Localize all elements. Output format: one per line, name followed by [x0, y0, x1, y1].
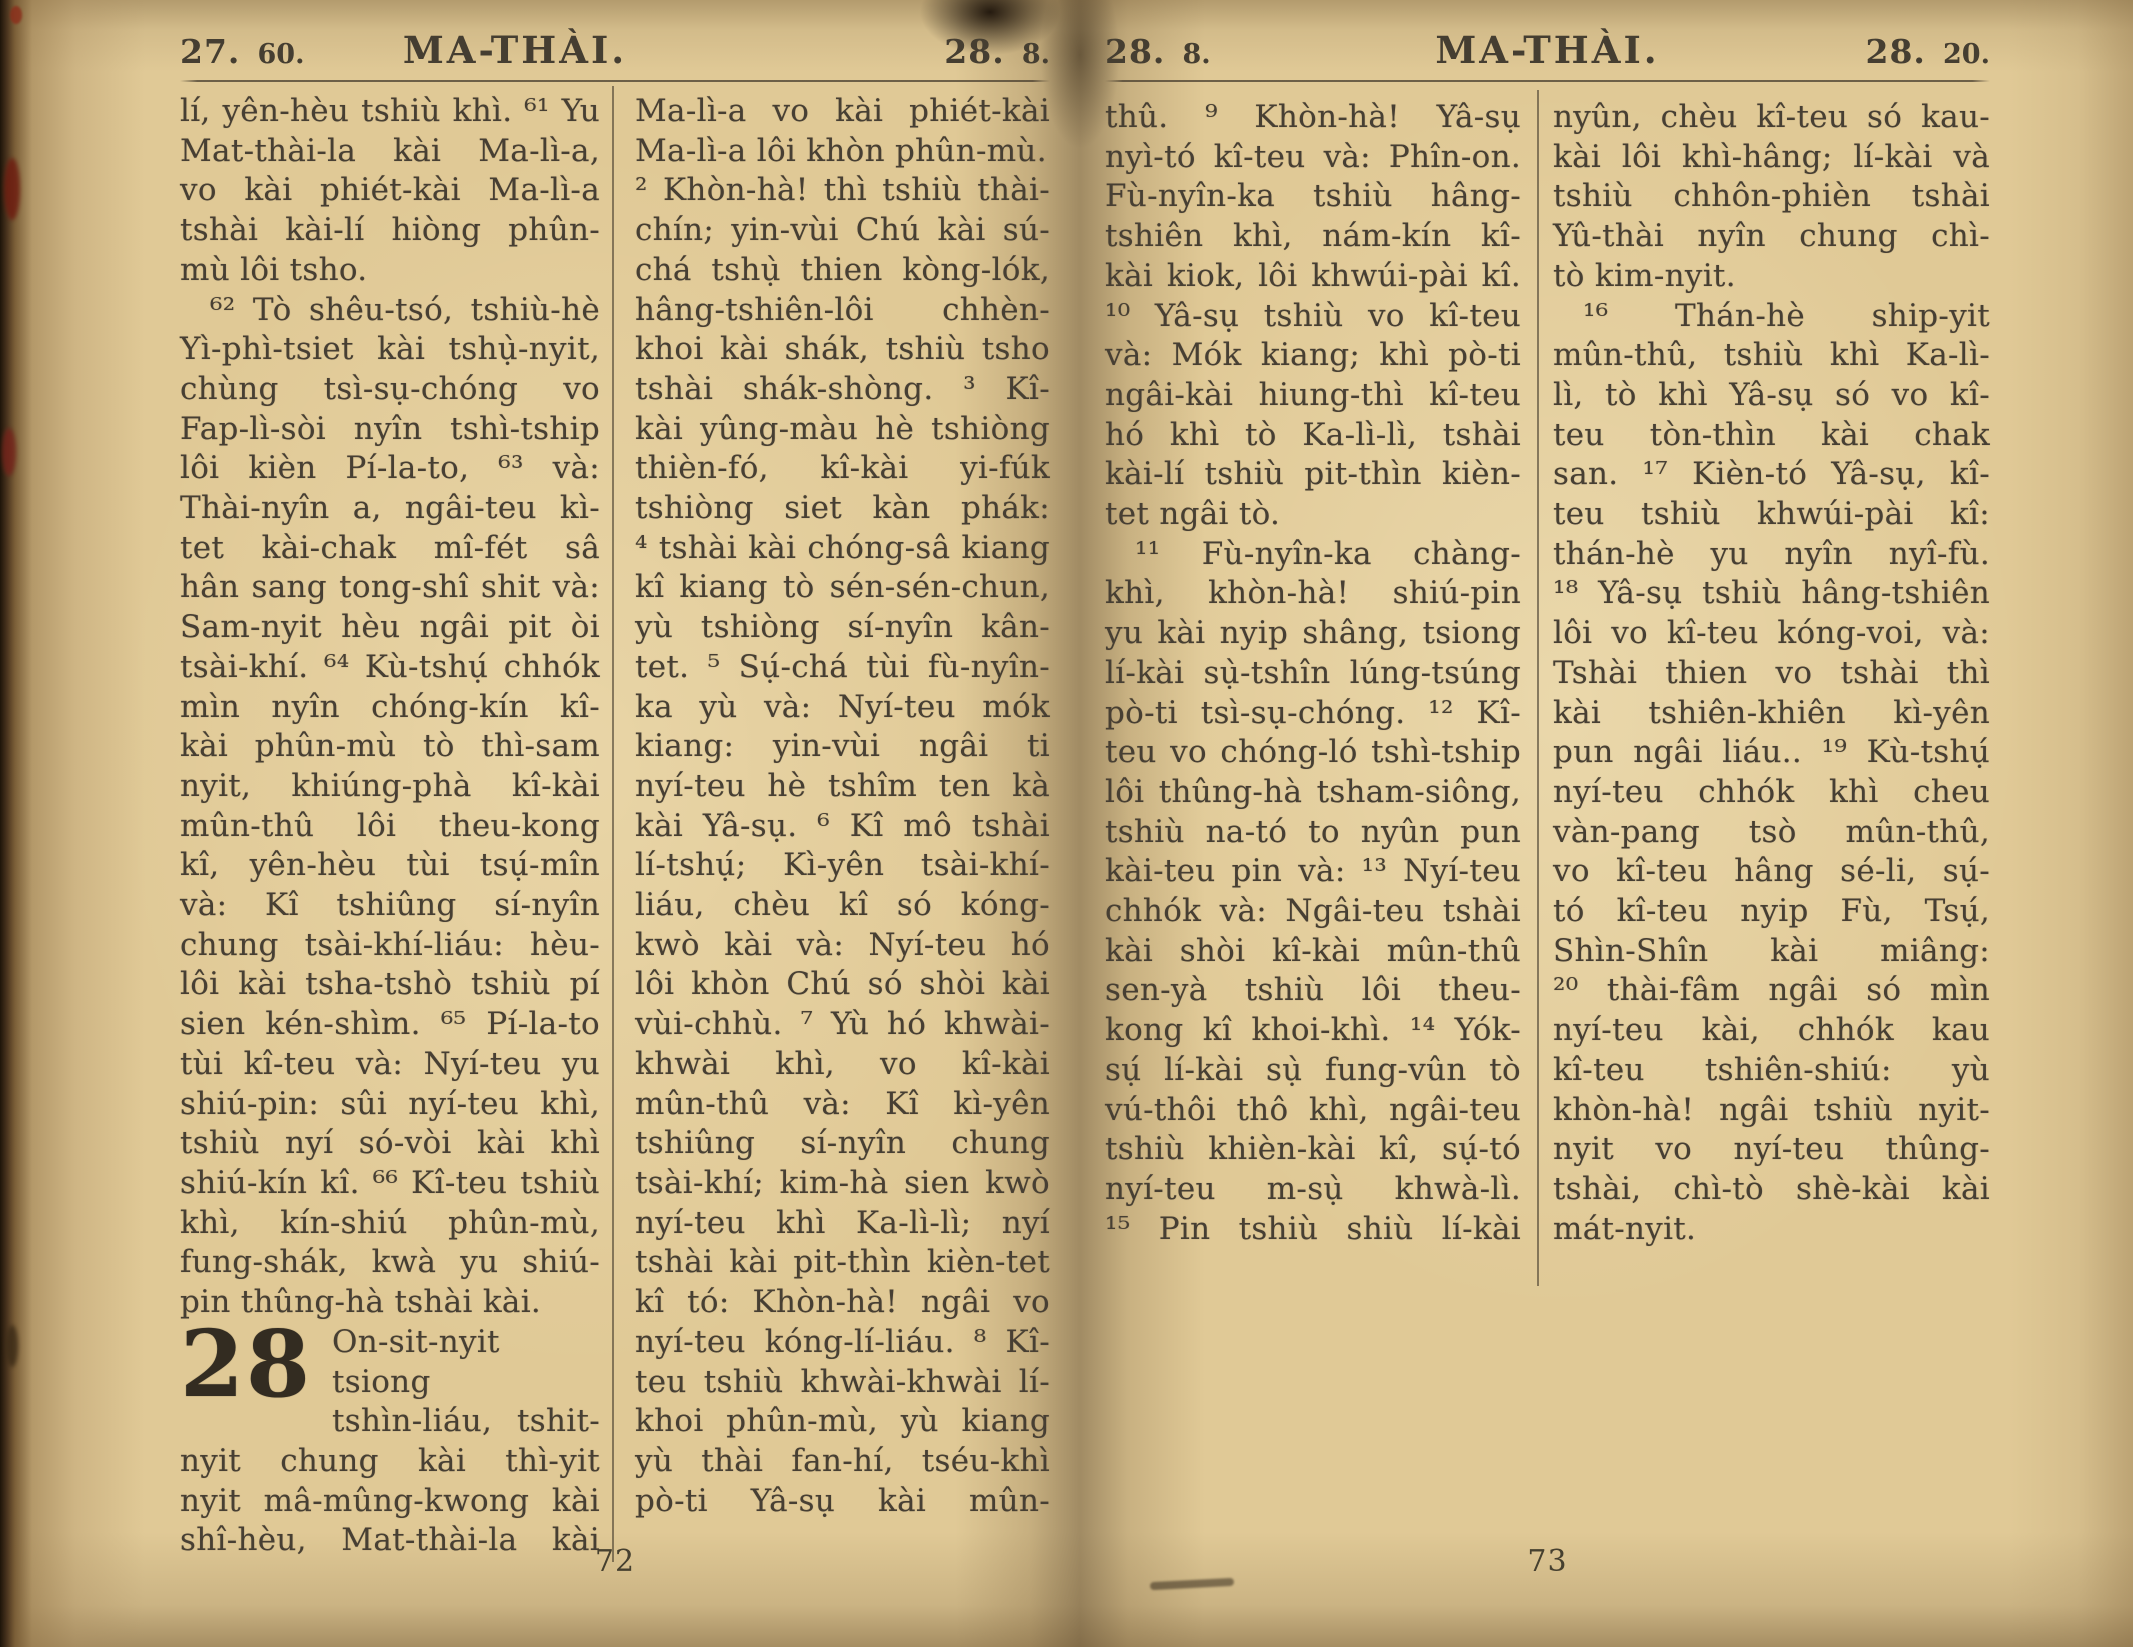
text-line: teu tshiù khwúi-pài kî: [1553, 496, 1990, 533]
text-line: và: Mók kiang; khì pò-ti [1105, 337, 1521, 374]
text-line: ⁶² Tò shêu-tsó, tshiù-hè [210, 291, 600, 328]
text-line: tshiù nyí só-vòi kài khì [180, 1125, 600, 1162]
text-line: sụ́ lí-kài sụ̀ fung-vûn tò [1105, 1051, 1521, 1088]
text-line: nyit mâ-mûng-kwong kài [180, 1482, 600, 1519]
text-line: chín; yin-vùi Chú kài sú- [635, 212, 1050, 249]
text-line: tshìn-liáu, tshit- [332, 1403, 600, 1440]
text-line: kài kiok, lôi khwúi-pài kî. [1105, 257, 1521, 294]
text-line: chùng tsì-sụ-chóng vo [180, 370, 600, 407]
text-line: kî tó: Khòn-hà! ngâi vo [635, 1284, 1050, 1321]
text-line: kài Yâ-sụ. ⁶ Kî mô tshài [635, 807, 1050, 844]
text-line: vo kî-teu hâng sé-li, sụ́- [1553, 853, 1990, 890]
text-line: chá tshụ̀ thien kòng-lók, [635, 251, 1050, 288]
text-line: hâng-tshiên-lôi chhèn- [635, 291, 1050, 328]
binding-speck [4, 158, 20, 220]
text-line: kài tshiên-khiên kì-yên [1553, 694, 1990, 731]
text-line: lí-kài sụ̀-tshîn lúng-tsúng [1105, 654, 1521, 691]
text-line: Fap-lì-sòi nyîn tshì-tship [180, 410, 600, 447]
text-line: yù thài fan-hí, tséu-khì [635, 1442, 1050, 1479]
text-line: nyit vo nyí-teu thûng- [1553, 1131, 1990, 1168]
text-line: shiú-kín kî. ⁶⁶ Kî-teu tshiù [180, 1164, 600, 1201]
text-line: nyí-teu khì Ka-lì-lì; nyí [635, 1204, 1050, 1241]
text-line: thièn-fó, kî-kài yi-fúk [635, 450, 1050, 487]
text-line: Yì-phì-tsiet kài tshụ̀-nyit, [180, 331, 600, 368]
text-line: 28 On-sit-nyit tsiong [180, 1309, 500, 1418]
text-line: nyit, khiúng-phà kî-kài [180, 767, 600, 804]
text-line: nyí-teu chhók khì cheu [1553, 773, 1990, 810]
text-line: khwài khì, vo kî-kài [635, 1045, 1050, 1082]
text-line: tet ngâi tò. [1105, 496, 1281, 533]
text-line: lí-tshụ́; Kì-yên tsài-khí- [635, 847, 1050, 884]
text-line: nyí-teu m-sụ̀ khwà-lì. [1105, 1170, 1521, 1207]
text-line: thán-hè yu nyîn nyî-fù. [1553, 535, 1990, 572]
text-line: tshài kài pit-thìn kièn-tet [635, 1244, 1050, 1281]
text-line: lôi vo kî-teu kóng-voi, và: [1553, 615, 1990, 652]
text-line: tsài-khí. ⁶⁴ Kù-tshụ́ chhók [180, 648, 600, 685]
text-line: ²⁰ thài-fâm ngâi só mìn [1553, 972, 1990, 1009]
text-line: tet. ⁵ Sụ́-chá tùi fù-nyîn- [635, 648, 1050, 685]
text-line: tùi kî-teu và: Nyí-teu yu [180, 1045, 600, 1082]
text-line: ¹⁵ Pin tshiù shiù lí-kài [1105, 1210, 1521, 1247]
column-divider [1537, 90, 1539, 1286]
text-line: vùi-chhù. ⁷ Yù hó khwài- [635, 1006, 1050, 1043]
text-line: mûn-thû lôi theu-kong [180, 807, 600, 844]
text-line: tshài kài-lí hiòng phûn- [180, 212, 600, 249]
text-column-left [180, 92, 600, 1561]
chapter-number-ref: 28. [944, 32, 1005, 71]
text-line: nyí-teu hè tshîm ten kà [635, 767, 1050, 804]
text-line: lôi kièn Pí-la-to, ⁶³ và: [180, 450, 600, 487]
text-line: chung tsài-khí-liáu: hèu- [180, 926, 600, 963]
text-column-left [1105, 98, 1521, 1249]
text-line: nyí-teu kài, chhók kau [1553, 1012, 1990, 1049]
text-line: tshiên khì, nám-kín kî- [1105, 218, 1521, 255]
text-line: ¹⁰ Yâ-sụ tshiù vo kî-teu [1105, 297, 1521, 334]
text-line: khoi kài shák, tshiù tsho [635, 331, 1050, 368]
text-line: mát-nyit. [1553, 1210, 1697, 1247]
text-line: Ma-lì-a vo kài phiét-kài [635, 93, 1050, 129]
binding-speck [2, 428, 16, 476]
text-line: ka yù và: Nyí-teu mók [635, 688, 1050, 725]
text-line: san. ¹⁷ Kièn-tó Yâ-sụ, kî- [1553, 456, 1990, 493]
text-line: sen-yà tshiù lôi theu- [1105, 972, 1521, 1009]
text-line: kài shòi kî-kài mûn-thû [1105, 932, 1521, 969]
text-line: kài-lí tshiù pit-thìn kièn- [1105, 456, 1521, 493]
text-line: tshài shák-shòng. ³ Kî- [635, 370, 1050, 407]
text-line: kî, yên-hèu tùi tsụ́-mîn [180, 847, 600, 884]
text-line: tò kim-nyit. [1553, 257, 1736, 294]
column-divider [612, 86, 614, 1562]
text-line: kî kiang tò sén-sén-chun, [635, 569, 1050, 606]
text-line: liáu, chèu kî só kóng- [635, 887, 1050, 924]
verse-number-ref: 8. [1021, 39, 1050, 70]
text-line: khoi phûn-mù, yù kiang [635, 1403, 1050, 1440]
text-line: kài-teu pin và: ¹³ Nyí-teu [1105, 853, 1521, 890]
text-line: nyûn, chèu kî-teu só kau- [1553, 99, 1990, 135]
header-rule [180, 80, 1050, 82]
verse-number-ref: 60. [257, 39, 305, 70]
text-line: pin thûng-hà tshài kài. [180, 1284, 542, 1321]
text-line: kài lôi khì-hâng; lí-kài và [1553, 138, 1990, 175]
text-line: tshiù khièn-kài kî, sụ́-tó [1105, 1131, 1521, 1168]
text-line: mûn-thû và: Kî kì-yên [635, 1085, 1050, 1122]
running-head [180, 28, 1050, 72]
text-line: shiú-pin: sûi nyí-teu khì, [180, 1085, 600, 1122]
page-right [1105, 28, 1990, 1628]
text-line: Tshài thien vo tshài thì [1553, 654, 1990, 691]
text-line: tshiù chhôn-phièn tshài [1553, 178, 1990, 215]
text-line: Fù-nyîn-ka tshiù hâng- [1105, 178, 1521, 215]
text-line: mìn nyîn chóng-kín kî- [180, 688, 600, 725]
text-line: nyì-tó kî-teu và: Phîn-on. [1105, 138, 1521, 175]
text-line: teu tshiù khwài-khwài lí- [635, 1363, 1050, 1400]
text-line: thû. ⁹ Khòn-hà! Yâ-sụ [1105, 99, 1521, 135]
chapter-verse-ref-right [1866, 32, 1991, 71]
text-line: yù tshiòng sí-nyîn kân- [635, 609, 1050, 646]
text-line: teu vo chóng-ló tshì-tship [1105, 734, 1521, 771]
text-line: pò-ti tsì-sụ-chóng. ¹² Kî- [1105, 694, 1521, 731]
page-left [180, 28, 1050, 1628]
text-line: Thài-nyîn a, ngâi-teu kì- [180, 490, 600, 527]
text-line: kî-teu tshiên-shiú: yù [1553, 1051, 1990, 1088]
text-line: lì, tò khì Yâ-sụ só vo kî- [1553, 376, 1990, 413]
page-number: 72 [594, 1544, 636, 1579]
text-line: tshiûng sí-nyîn chung [635, 1125, 1050, 1162]
text-line: fung-shák, kwà yu shiú- [180, 1244, 600, 1281]
text-line: hân sang tong-shî shit và: [180, 569, 600, 606]
verse-number-ref: 20. [1943, 39, 1990, 70]
text-line: lí, yên-hèu tshiù khì. ⁶¹ Yu [180, 93, 600, 129]
binding-speck [6, 1325, 18, 1367]
text-line: lôi khòn Chú só shòi kài [635, 966, 1050, 1003]
text-line: nyit chung kài thì-yit [180, 1442, 600, 1479]
book-title: MA-THÀI. [1435, 28, 1660, 72]
chapter-number-ref: 27. [180, 32, 241, 71]
text-line: khòn-hà! ngâi tshiù nyit- [1553, 1091, 1990, 1128]
text-line: khì, khòn-hà! shiú-pin [1105, 575, 1521, 612]
text-line: Yû-thài nyîn chung chì- [1553, 218, 1990, 255]
text-line: khì, kín-shiú phûn-mù, [180, 1204, 600, 1241]
text-line: Shìn-Shîn kài miâng: [1553, 932, 1990, 969]
text-line: lôi kài tsha-tshò tshiù pí [180, 966, 600, 1003]
text-line: teu tòn-thìn kài chak [1553, 416, 1990, 453]
text-line: tshiù na-tó to nyûn pun [1105, 813, 1521, 850]
text-line: ¹¹ Fù-nyîn-ka chàng- [1135, 535, 1521, 572]
text-line: Sam-nyit hèu ngâi pit òi [180, 609, 600, 646]
text-line: tó kî-teu nyip Fù, Tsụ́, [1553, 893, 1990, 930]
text-line: sien kén-shìm. ⁶⁵ Pí-la-to [180, 1006, 600, 1043]
text-line: nyí-teu kóng-lí-liáu. ⁸ Kî- [635, 1323, 1050, 1360]
text-column-right [635, 92, 1050, 1521]
text-line: pò-ti Yâ-sụ kài mûn- [635, 1482, 1050, 1519]
text-line: kwò kài và: Nyí-teu hó [635, 926, 1050, 963]
header-rule [1105, 80, 1990, 82]
verse-number-ref: 8. [1182, 39, 1211, 70]
text-line: vo kài phiét-kài Ma-lì-a [180, 172, 600, 209]
text-line: mù lôi tsho. [180, 251, 368, 288]
chapter-verse-ref-right [944, 32, 1050, 71]
text-line: ¹⁸ Yâ-sụ tshiù hâng-tshiên [1553, 575, 1990, 612]
text-line: Ma-lì-a lôi khòn phûn-mù. [635, 132, 1047, 169]
text-line: mûn-thû, tshiù khì Ka-lì- [1553, 337, 1990, 374]
text-line: tet kài-chak mî-fét sâ [180, 529, 600, 566]
text-line: vàn-pang tsò mûn-thû, [1553, 813, 1990, 850]
text-line: tsài-khí; kim-hà sien kwò [635, 1164, 1050, 1201]
text-line: kài yûng-màu hè tshiòng [635, 410, 1050, 447]
text-line: lôi thûng-hà tsham-siông, [1105, 773, 1521, 810]
text-line: Mat-thài-la kài Ma-lì-a, [180, 132, 600, 169]
text-line: yu kài nyip shâng, tsiong [1105, 615, 1521, 652]
text-line: chhók và: Ngâi-teu tshài [1105, 893, 1521, 930]
chapter-number: 28 [180, 1309, 313, 1418]
text-line: và: Kî tshiûng sí-nyîn [180, 887, 600, 924]
text-line: ² Khòn-hà! thì tshiù thài- [635, 172, 1050, 209]
text-line: pun ngâi liáu.. ¹⁹ Kù-tshụ́ [1553, 734, 1990, 771]
running-head [1105, 28, 1990, 72]
text-line: vú-thôi thô khì, ngâi-teu [1105, 1091, 1521, 1128]
text-line: ⁴ tshài kài chóng-sâ kiang [635, 529, 1050, 566]
text-line: kiang: yin-vùi ngâi ti [635, 728, 1050, 765]
text-line: shî-hèu, Mat-thài-la kài [180, 1522, 600, 1559]
text-line: tshiòng siet kàn phák: [635, 490, 1050, 527]
text-line: kài phûn-mù tò thì-sam [180, 728, 600, 765]
chapter-number-ref: 28. [1105, 32, 1166, 71]
text-line: tshài, chì-tò shè-kài kài [1553, 1170, 1990, 1207]
text-line: hó khì tò Ka-lì-lì, tshài [1105, 416, 1521, 453]
text-line: ¹⁶ Thán-hè ship-yit [1583, 297, 1990, 334]
book-title: MA-THÀI. [402, 28, 628, 72]
text-line: kong kî khoi-khì. ¹⁴ Yók- [1105, 1012, 1521, 1049]
binding-speck [10, 6, 22, 24]
chapter-number-ref: 28. [1865, 32, 1926, 71]
text-line: ngâi-kài hiung-thì kî-teu [1105, 376, 1521, 413]
text-column-right [1553, 98, 1990, 1249]
page-number: 73 [1527, 1544, 1568, 1579]
